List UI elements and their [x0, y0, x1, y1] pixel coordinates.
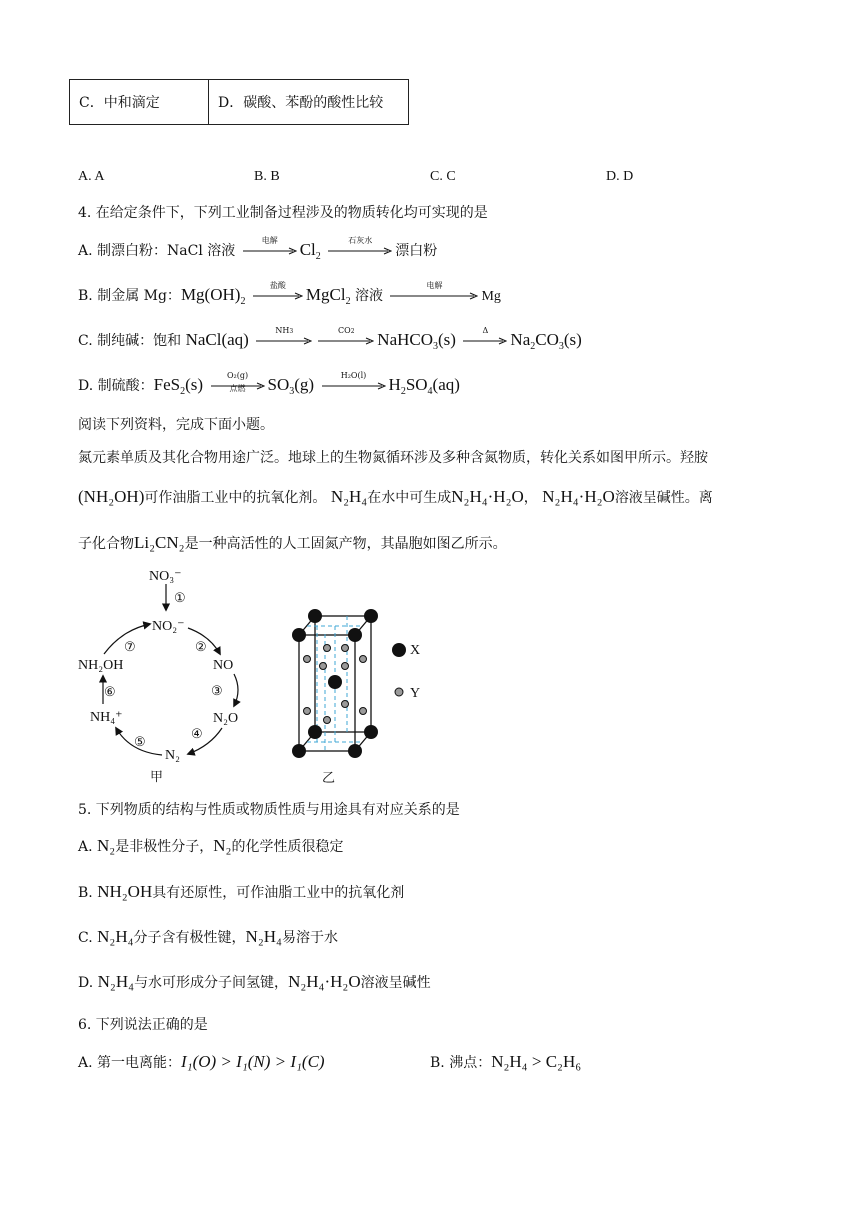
q5c-text1: 分子含有极性键，	[133, 930, 246, 946]
q5a-n2: N₂	[97, 836, 116, 855]
q6b-formula: N₂H₄ > C₂H₆	[491, 1052, 582, 1071]
step-6: ⑥	[104, 684, 116, 699]
q4c-arrow2-label	[318, 326, 374, 337]
q4-option-c	[78, 326, 582, 352]
step-1: ①	[174, 590, 186, 605]
nitrogen-cycle-diagram	[70, 562, 270, 784]
q5b-text: 具有还原性，可作油脂工业中的抗氧化剂	[152, 885, 405, 901]
q4b-mid-tail: 溶液	[355, 288, 384, 304]
q4d-prefix: D. 制硫酸：	[78, 378, 154, 394]
q4c-mid-text: NaHCO	[377, 330, 434, 349]
q4d-arrow2	[322, 371, 386, 390]
q4c-end-tail: (s)	[563, 330, 582, 349]
reading-line3-text1: 子化合物	[78, 536, 134, 552]
q5-stem: 5. 下列物质的结构与性质或物质性质与用途具有对应关系的是	[78, 802, 460, 818]
q4c-arrow3-label: Δ	[482, 326, 489, 335]
q4a-mid	[299, 240, 321, 262]
q4d-arrow2-label: H₂O(l)	[340, 371, 367, 380]
q5d-text2: 溶液呈碱性	[360, 975, 431, 991]
q4b-mid-sub: 2	[345, 296, 351, 307]
q5c-text2: 易溶于水	[281, 930, 338, 946]
q4b-arrow2	[390, 281, 478, 300]
q4-option-a	[78, 236, 438, 262]
q6a-formula: I₁(O) > I₁(N) > I₁(C)	[181, 1052, 325, 1071]
reading-hydrate-2: N₂H₄·H₂O	[542, 487, 615, 506]
q4c-mid-sub: 3	[433, 341, 439, 352]
q4c-arrow2-sub: 2	[350, 328, 355, 335]
q4a-arrow1	[243, 236, 297, 255]
q4d-start	[153, 375, 204, 397]
q4a-arrow2-label: 石灰水	[348, 236, 373, 245]
q4-stem: 4. 在给定条件下，下列工业制备过程涉及的物质转化均可实现的是	[78, 205, 488, 221]
options-table	[69, 79, 409, 125]
q4c-arrow1-text: NH	[275, 326, 290, 335]
q4c-end	[510, 330, 582, 352]
q4d-arrow1-top: O₂(g)	[226, 371, 249, 380]
q4d-mid	[267, 375, 315, 397]
q6a-label: A. 第一电离能：	[78, 1055, 182, 1071]
q4d-end-b: SO	[405, 375, 428, 394]
node-n2: N₂	[165, 748, 180, 763]
q4b-end: Mg	[481, 289, 501, 304]
q4b-arrow1-label: 盐酸	[269, 281, 286, 290]
q4c-end-sub1: 2	[530, 341, 536, 352]
q5a-text1: 是非极性分子，	[115, 839, 214, 855]
q4c-start: NaCl(aq)	[185, 330, 249, 349]
node-no3: NO₃⁻	[149, 569, 182, 584]
reading-line2-text2: 在水中可生成	[367, 490, 452, 506]
q5-option-a	[78, 836, 343, 856]
q4d-start-tail: (s)	[185, 375, 204, 394]
q4c-arrow2	[318, 326, 374, 345]
q4d-arrow1-bottom: 点燃	[229, 384, 246, 393]
q4b-start	[180, 285, 246, 307]
q4b-prefix: B. 制金属 Mg：	[78, 288, 181, 304]
legend-y-label: Y	[410, 686, 421, 701]
q5b-label: B.	[78, 885, 93, 901]
step-5: ⑤	[134, 734, 146, 749]
reading-hydrate-1: N₂H₄·H₂O	[451, 487, 524, 506]
q5d-text1: 与水可形成分子间氢键，	[134, 975, 289, 991]
q4a-prefix: A. 制漂白粉：NaCl 溶液	[78, 243, 236, 259]
q4c-arrow1	[256, 326, 312, 345]
q4-option-d	[78, 371, 460, 397]
choice-c: C. C	[430, 169, 456, 184]
q4c-mid	[377, 330, 456, 352]
q5b-formula: NH₂OH	[97, 882, 153, 901]
q4b-start-text: Mg(OH)	[180, 285, 241, 304]
q4d-arrow1	[211, 371, 265, 393]
node-no: NO	[213, 658, 234, 673]
choice-b: B. B	[254, 169, 280, 184]
q4c-end-b: CO	[535, 330, 559, 349]
q4d-mid-text: SO	[267, 375, 290, 394]
reading-n2h4: N₂H₄	[330, 487, 368, 506]
atoms-x	[292, 609, 378, 758]
reading-line-1: 氮元素单质及其化合物用途广泛。地球上的生物氮循环涉及多种含氮物质，转化关系如图甲所示。羟胺	[78, 450, 708, 466]
q4b-arrow2-label: 电解	[426, 281, 443, 290]
q4a-arrow1-label: 电解	[261, 236, 278, 245]
node-nh4: NH₄⁺	[90, 710, 123, 725]
q5a-text2: 的化学性质很稳定	[231, 839, 344, 855]
q4d-start-sub: 2	[180, 386, 186, 397]
q4b-start-sub: 2	[240, 296, 246, 307]
q4b-mid	[305, 285, 351, 307]
q4c-mid-tail: (s)	[438, 330, 456, 349]
table-cell-c: C．中和滴定	[70, 80, 209, 125]
node-nh2oh: NH₂OH	[78, 658, 124, 673]
step-2: ②	[195, 639, 207, 654]
arrow-step-3	[234, 674, 238, 706]
figure-yi-caption: 乙	[322, 771, 336, 784]
q5d-label: D.	[78, 975, 94, 991]
q4-option-b	[78, 281, 501, 307]
reading-line2-text3: 溶液呈碱性。离	[614, 490, 713, 506]
q5c-formula: N₂H₄	[97, 927, 134, 946]
step-3: ③	[211, 683, 223, 698]
q6-option-b	[430, 1052, 581, 1072]
reading-line-3	[78, 533, 507, 553]
q6b-label: B. 沸点：	[430, 1055, 492, 1071]
q4d-end-sub1: 2	[400, 386, 406, 397]
q5a-n2b: N₂	[213, 836, 232, 855]
q4d-mid-sub: 3	[289, 386, 295, 397]
q6-stem: 6. 下列说法正确的是	[78, 1017, 208, 1033]
legend-x-label: X	[410, 643, 421, 658]
q4d-end-sub2: 4	[427, 386, 433, 397]
reading-comma: ，	[523, 490, 538, 506]
q6-option-a	[78, 1052, 325, 1072]
q4b-arrow1	[253, 281, 303, 300]
q5-option-b	[78, 882, 404, 902]
reading-line-2	[78, 487, 713, 507]
q5c-formula2: N₂H₄	[245, 927, 282, 946]
q4c-arrow3	[463, 326, 507, 345]
q4c-arrow2-text: CO	[338, 326, 351, 335]
choice-d: D. D	[606, 169, 634, 184]
q4a-arrow2	[328, 236, 392, 255]
q4d-mid-tail: (g)	[294, 375, 315, 394]
node-no2: NO₂⁻	[152, 619, 185, 634]
reading-intro: 阅读下列资料，完成下面小题。	[78, 417, 274, 433]
q5c-label: C.	[78, 930, 93, 946]
unit-cell-diagram	[285, 602, 455, 784]
q4c-arrow1-label	[256, 326, 312, 337]
q4c-prefix: C. 制纯碱：饱和	[78, 333, 186, 349]
choice-a: A. A	[78, 169, 105, 184]
table-cell-d: D．碳酸、苯酚的酸性比较	[209, 80, 409, 125]
q4d-end-tail: (aq)	[432, 375, 460, 394]
reading-line2-text1: 可作油脂工业中的抗氧化剂。	[144, 490, 327, 506]
q4a-end: 漂白粉	[395, 243, 438, 259]
q4c-end-a: Na	[510, 330, 531, 349]
q5d-formula: N₂H₄	[97, 972, 135, 991]
step-7: ⑦	[124, 639, 136, 654]
q4d-end	[388, 375, 460, 397]
step-4: ④	[191, 726, 203, 741]
q4a-mid-text: Cl	[299, 240, 316, 259]
node-n2o: N₂O	[213, 711, 239, 726]
q4d-end-a: H	[388, 375, 401, 394]
q4d-start-text: FeS	[153, 375, 181, 394]
legend-x-marker	[392, 643, 406, 657]
q5d-formula2: N₂H₄·H₂O	[288, 972, 361, 991]
q5-option-d	[78, 972, 431, 992]
q5a-label: A.	[78, 839, 93, 855]
reading-nh2oh: (NH₂OH)	[78, 487, 145, 506]
figure-jia-caption: 甲	[150, 770, 164, 784]
q4b-mid-text: MgCl	[305, 285, 346, 304]
q4c-end-sub2: 3	[558, 341, 564, 352]
reading-li2cn2: Li₂CN₂	[134, 533, 185, 552]
reading-line3-text2: 是一种高活性的人工固氮产物，其晶胞如图乙所示。	[184, 536, 507, 552]
q5-option-c	[78, 927, 338, 947]
q4a-mid-sub: 2	[315, 251, 321, 262]
legend-y-marker	[395, 688, 403, 696]
q4c-arrow1-sub: 3	[289, 328, 294, 335]
